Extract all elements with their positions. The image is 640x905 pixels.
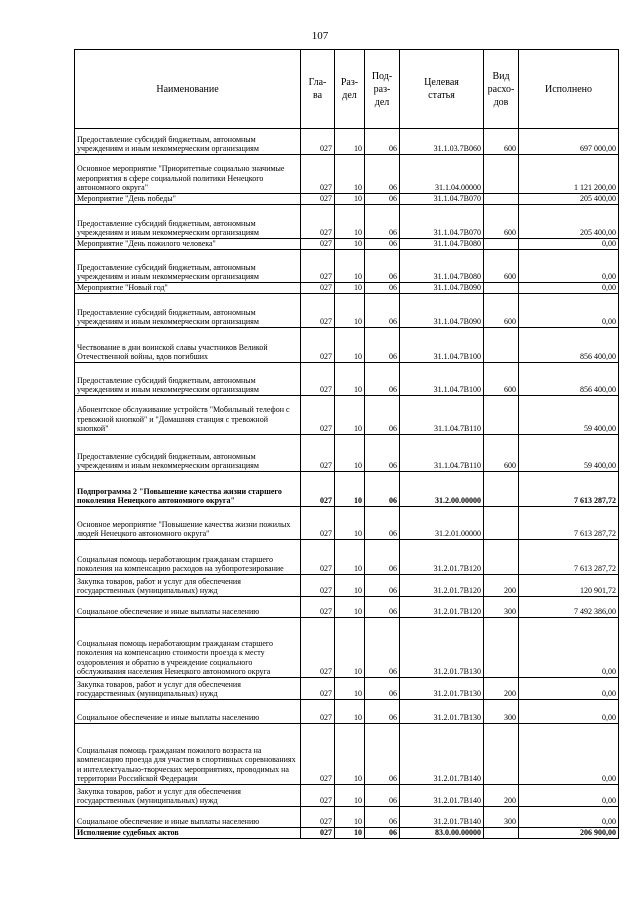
cell-target: 31.2.01.7В130 bbox=[400, 618, 484, 678]
cell-razdel: 10 bbox=[335, 435, 365, 472]
cell-vid bbox=[484, 724, 519, 785]
cell-target: 31.1.04.7В080 bbox=[400, 250, 484, 283]
cell-name: Закупка товаров, работ и услуг для обеспечения государственных (муниципальных) нужд bbox=[75, 785, 301, 807]
cell-vid bbox=[484, 618, 519, 678]
cell-target: 31.2.01.7В140 bbox=[400, 807, 484, 828]
cell-glava: 027 bbox=[301, 194, 335, 205]
cell-razdel: 10 bbox=[335, 597, 365, 618]
cell-podrazdel: 06 bbox=[365, 828, 400, 839]
cell-podrazdel: 06 bbox=[365, 129, 400, 155]
cell-executed: 120 901,72 bbox=[519, 575, 619, 597]
cell-executed: 59 400,00 bbox=[519, 396, 619, 435]
cell-razdel: 10 bbox=[335, 575, 365, 597]
cell-vid: 300 bbox=[484, 597, 519, 618]
cell-razdel: 10 bbox=[335, 724, 365, 785]
header-podrazdel bbox=[365, 50, 400, 129]
budget-table bbox=[74, 49, 619, 839]
cell-razdel: 10 bbox=[335, 472, 365, 507]
table-row bbox=[75, 435, 619, 472]
table-row bbox=[75, 363, 619, 396]
cell-glava: 027 bbox=[301, 724, 335, 785]
cell-podrazdel: 06 bbox=[365, 472, 400, 507]
cell-target: 31.2.00.00000 bbox=[400, 472, 484, 507]
table-row bbox=[75, 785, 619, 807]
cell-executed: 7 613 287,72 bbox=[519, 472, 619, 507]
cell-name: Предоставление субсидий бюджетным, автономным учреждениям и иным некоммерческим организациям bbox=[75, 294, 301, 328]
header-vid-label: Вид расхо- дов bbox=[487, 70, 515, 108]
table-row bbox=[75, 328, 619, 363]
cell-podrazdel: 06 bbox=[365, 785, 400, 807]
cell-vid bbox=[484, 507, 519, 540]
cell-podrazdel: 06 bbox=[365, 396, 400, 435]
table-row bbox=[75, 618, 619, 678]
cell-podrazdel: 06 bbox=[365, 540, 400, 575]
cell-executed: 0,00 bbox=[519, 283, 619, 294]
cell-target: 31.1.04.7В100 bbox=[400, 328, 484, 363]
cell-target: 31.2.01.7В140 bbox=[400, 724, 484, 785]
cell-executed: 0,00 bbox=[519, 250, 619, 283]
cell-podrazdel: 06 bbox=[365, 435, 400, 472]
cell-glava: 027 bbox=[301, 239, 335, 250]
cell-podrazdel: 06 bbox=[365, 575, 400, 597]
cell-glava: 027 bbox=[301, 678, 335, 700]
cell-name: Предоставление субсидий бюджетным, автономным учреждениям и иным некоммерческим организациям bbox=[75, 205, 301, 239]
cell-podrazdel: 06 bbox=[365, 328, 400, 363]
header-name-label: Наименование bbox=[156, 83, 219, 95]
header-glava bbox=[301, 50, 335, 129]
cell-name: Социальная помощь неработающим гражданам старшего поколения на компенсацию расходов на зубопротезирование bbox=[75, 540, 301, 575]
header-row bbox=[75, 50, 619, 129]
cell-executed: 0,00 bbox=[519, 239, 619, 250]
cell-name: Мероприятие "День пожилого человека" bbox=[75, 239, 301, 250]
cell-target: 31.2.01.7В120 bbox=[400, 540, 484, 575]
cell-name: Предоставление субсидий бюджетным, автономным учреждениям и иным некоммерческим организациям bbox=[75, 363, 301, 396]
cell-vid bbox=[484, 472, 519, 507]
cell-razdel: 10 bbox=[335, 828, 365, 839]
table-row bbox=[75, 155, 619, 194]
cell-target: 31.2.01.7В130 bbox=[400, 678, 484, 700]
cell-name: Основное мероприятие "Приоритетные социально значимые мероприятия в сфере социальной политики Ненецкого автономного округа" bbox=[75, 155, 301, 194]
table-row bbox=[75, 239, 619, 250]
cell-razdel: 10 bbox=[335, 678, 365, 700]
cell-name: Закупка товаров, работ и услуг для обеспечения государственных (муниципальных) нужд bbox=[75, 678, 301, 700]
cell-podrazdel: 06 bbox=[365, 294, 400, 328]
cell-podrazdel: 06 bbox=[365, 724, 400, 785]
cell-glava: 027 bbox=[301, 618, 335, 678]
cell-razdel: 10 bbox=[335, 540, 365, 575]
header-razdel-label: Раз- дел bbox=[340, 77, 359, 101]
cell-podrazdel: 06 bbox=[365, 700, 400, 724]
cell-glava: 027 bbox=[301, 700, 335, 724]
cell-vid: 600 bbox=[484, 250, 519, 283]
cell-razdel: 10 bbox=[335, 363, 365, 396]
cell-podrazdel: 06 bbox=[365, 678, 400, 700]
cell-target: 31.1.04.7В090 bbox=[400, 283, 484, 294]
cell-executed: 0,00 bbox=[519, 700, 619, 724]
cell-razdel: 10 bbox=[335, 507, 365, 540]
cell-target: 83.0.00.00000 bbox=[400, 828, 484, 839]
table-row bbox=[75, 828, 619, 839]
cell-glava: 027 bbox=[301, 828, 335, 839]
table-row bbox=[75, 129, 619, 155]
cell-executed: 7 492 386,00 bbox=[519, 597, 619, 618]
cell-target: 31.1.03.7В060 bbox=[400, 129, 484, 155]
cell-executed: 0,00 bbox=[519, 294, 619, 328]
cell-glava: 027 bbox=[301, 396, 335, 435]
page-number: 107 bbox=[311, 30, 329, 42]
cell-glava: 027 bbox=[301, 435, 335, 472]
cell-razdel: 10 bbox=[335, 194, 365, 205]
cell-glava: 027 bbox=[301, 597, 335, 618]
cell-target: 31.1.04.7В110 bbox=[400, 396, 484, 435]
cell-executed: 0,00 bbox=[519, 678, 619, 700]
cell-glava: 027 bbox=[301, 294, 335, 328]
cell-name: Социальная помощь гражданам пожилого возраста на компенсацию проезда для участия в спортивных соревнованиях и интеллектуально-творческих мероприятиях, проводимых на территории Российской Федерации bbox=[75, 724, 301, 785]
header-target-label: Целевая статья bbox=[424, 77, 459, 101]
cell-glava: 027 bbox=[301, 283, 335, 294]
header-glava-label: Гла- ва bbox=[308, 77, 327, 101]
cell-podrazdel: 06 bbox=[365, 205, 400, 239]
cell-razdel: 10 bbox=[335, 250, 365, 283]
cell-podrazdel: 06 bbox=[365, 597, 400, 618]
cell-name: Чествование в дни воинской славы участников Великой Отечественной войны, вдов погибших bbox=[75, 328, 301, 363]
cell-vid bbox=[484, 194, 519, 205]
header-razdel bbox=[335, 50, 365, 129]
cell-razdel: 10 bbox=[335, 294, 365, 328]
cell-executed: 59 400,00 bbox=[519, 435, 619, 472]
cell-vid bbox=[484, 540, 519, 575]
header-vid bbox=[484, 50, 519, 129]
cell-name: Предоставление субсидий бюджетным, автономным учреждениям и иным некоммерческим организациям bbox=[75, 250, 301, 283]
cell-glava: 027 bbox=[301, 250, 335, 283]
cell-executed: 0,00 bbox=[519, 807, 619, 828]
cell-name: Основное мероприятие "Повышение качества жизни пожилых людей Ненецкого автономного округа" bbox=[75, 507, 301, 540]
cell-target: 31.1.04.00000 bbox=[400, 155, 484, 194]
cell-executed: 1 121 200,00 bbox=[519, 155, 619, 194]
cell-podrazdel: 06 bbox=[365, 363, 400, 396]
cell-name: Мероприятие "Новый год" bbox=[75, 283, 301, 294]
cell-glava: 027 bbox=[301, 205, 335, 239]
cell-target: 31.2.01.7В120 bbox=[400, 597, 484, 618]
cell-vid bbox=[484, 283, 519, 294]
cell-vid: 200 bbox=[484, 678, 519, 700]
cell-target: 31.2.01.7В130 bbox=[400, 700, 484, 724]
cell-vid: 200 bbox=[484, 785, 519, 807]
cell-executed: 0,00 bbox=[519, 618, 619, 678]
cell-vid bbox=[484, 155, 519, 194]
cell-target: 31.1.04.7В100 bbox=[400, 363, 484, 396]
cell-podrazdel: 06 bbox=[365, 507, 400, 540]
cell-target: 31.2.01.00000 bbox=[400, 507, 484, 540]
cell-vid bbox=[484, 239, 519, 250]
cell-podrazdel: 06 bbox=[365, 155, 400, 194]
cell-glava: 027 bbox=[301, 155, 335, 194]
cell-target: 31.1.04.7В080 bbox=[400, 239, 484, 250]
cell-glava: 027 bbox=[301, 540, 335, 575]
cell-razdel: 10 bbox=[335, 205, 365, 239]
cell-name: Закупка товаров, работ и услуг для обеспечения государственных (муниципальных) нужд bbox=[75, 575, 301, 597]
cell-name: Исполнение судебных актов bbox=[75, 828, 301, 839]
cell-vid: 600 bbox=[484, 129, 519, 155]
header-executed bbox=[519, 50, 619, 129]
cell-vid: 600 bbox=[484, 294, 519, 328]
cell-vid: 300 bbox=[484, 807, 519, 828]
table-row bbox=[75, 597, 619, 618]
table-row bbox=[75, 507, 619, 540]
cell-podrazdel: 06 bbox=[365, 283, 400, 294]
cell-razdel: 10 bbox=[335, 239, 365, 250]
table-row bbox=[75, 250, 619, 283]
cell-target: 31.1.04.7В110 bbox=[400, 435, 484, 472]
cell-glava: 027 bbox=[301, 785, 335, 807]
table-row bbox=[75, 396, 619, 435]
cell-name: Предоставление субсидий бюджетным, автономным учреждениям и иным некоммерческим организациям bbox=[75, 435, 301, 472]
table-row bbox=[75, 205, 619, 239]
cell-podrazdel: 06 bbox=[365, 807, 400, 828]
cell-target: 31.2.01.7В140 bbox=[400, 785, 484, 807]
cell-executed: 7 613 287,72 bbox=[519, 540, 619, 575]
cell-vid: 600 bbox=[484, 205, 519, 239]
cell-vid: 600 bbox=[484, 363, 519, 396]
cell-glava: 027 bbox=[301, 363, 335, 396]
table-row bbox=[75, 575, 619, 597]
cell-glava: 027 bbox=[301, 472, 335, 507]
cell-executed: 856 400,00 bbox=[519, 328, 619, 363]
table-row bbox=[75, 807, 619, 828]
cell-name: Абонентское обслуживание устройств "Мобильный телефон с тревожной кнопкой" и "Домашняя станция с тревожной кнопкой" bbox=[75, 396, 301, 435]
cell-executed: 0,00 bbox=[519, 785, 619, 807]
cell-name: Подпрограмма 2 "Повышение качества жизни старшего поколения Ненецкого автономного округа" bbox=[75, 472, 301, 507]
cell-vid bbox=[484, 396, 519, 435]
cell-executed: 0,00 bbox=[519, 724, 619, 785]
cell-razdel: 10 bbox=[335, 700, 365, 724]
cell-glava: 027 bbox=[301, 129, 335, 155]
cell-glava: 027 bbox=[301, 328, 335, 363]
cell-executed: 697 000,00 bbox=[519, 129, 619, 155]
cell-executed: 856 400,00 bbox=[519, 363, 619, 396]
cell-razdel: 10 bbox=[335, 328, 365, 363]
cell-executed: 7 613 287,72 bbox=[519, 507, 619, 540]
header-podrazdel-label: Под- раз- дел bbox=[371, 70, 393, 108]
cell-podrazdel: 06 bbox=[365, 194, 400, 205]
cell-glava: 027 bbox=[301, 507, 335, 540]
cell-vid: 300 bbox=[484, 700, 519, 724]
cell-podrazdel: 06 bbox=[365, 239, 400, 250]
cell-razdel: 10 bbox=[335, 807, 365, 828]
cell-target: 31.1.04.7В070 bbox=[400, 205, 484, 239]
cell-target: 31.1.04.7В090 bbox=[400, 294, 484, 328]
table-row bbox=[75, 194, 619, 205]
cell-name: Социальное обеспечение и иные выплаты населению bbox=[75, 597, 301, 618]
header-executed-label: Исполнено bbox=[544, 83, 592, 95]
cell-glava: 027 bbox=[301, 575, 335, 597]
cell-razdel: 10 bbox=[335, 129, 365, 155]
table-row bbox=[75, 700, 619, 724]
table-row bbox=[75, 724, 619, 785]
cell-target: 31.1.04.7В070 bbox=[400, 194, 484, 205]
cell-name: Социальное обеспечение и иные выплаты населению bbox=[75, 807, 301, 828]
cell-podrazdel: 06 bbox=[365, 250, 400, 283]
cell-name: Мероприятие "День победы" bbox=[75, 194, 301, 205]
table-row bbox=[75, 283, 619, 294]
table-row bbox=[75, 294, 619, 328]
cell-vid: 200 bbox=[484, 575, 519, 597]
cell-razdel: 10 bbox=[335, 618, 365, 678]
cell-vid bbox=[484, 328, 519, 363]
cell-target: 31.2.01.7В120 bbox=[400, 575, 484, 597]
cell-executed: 205 400,00 bbox=[519, 205, 619, 239]
table-body bbox=[75, 129, 619, 839]
table-row bbox=[75, 472, 619, 507]
cell-executed: 205 400,00 bbox=[519, 194, 619, 205]
table-row bbox=[75, 540, 619, 575]
cell-glava: 027 bbox=[301, 807, 335, 828]
cell-razdel: 10 bbox=[335, 396, 365, 435]
cell-name: Социальное обеспечение и иные выплаты населению bbox=[75, 700, 301, 724]
cell-vid: 600 bbox=[484, 435, 519, 472]
cell-razdel: 10 bbox=[335, 155, 365, 194]
cell-razdel: 10 bbox=[335, 283, 365, 294]
header-target bbox=[400, 50, 484, 129]
cell-razdel: 10 bbox=[335, 785, 365, 807]
table-row bbox=[75, 678, 619, 700]
header-name bbox=[75, 50, 301, 129]
cell-name: Социальная помощь неработающим гражданам старшего поколения на компенсацию стоимости проезда к месту оздоровления и обратно в учреждение социального обслуживания населения Ненецкого автономного округа bbox=[75, 618, 301, 678]
cell-podrazdel: 06 bbox=[365, 618, 400, 678]
cell-name: Предоставление субсидий бюджетным, автономным учреждениям и иным некоммерческим организациям bbox=[75, 129, 301, 155]
cell-vid bbox=[484, 828, 519, 839]
cell-executed: 206 900,00 bbox=[519, 828, 619, 839]
